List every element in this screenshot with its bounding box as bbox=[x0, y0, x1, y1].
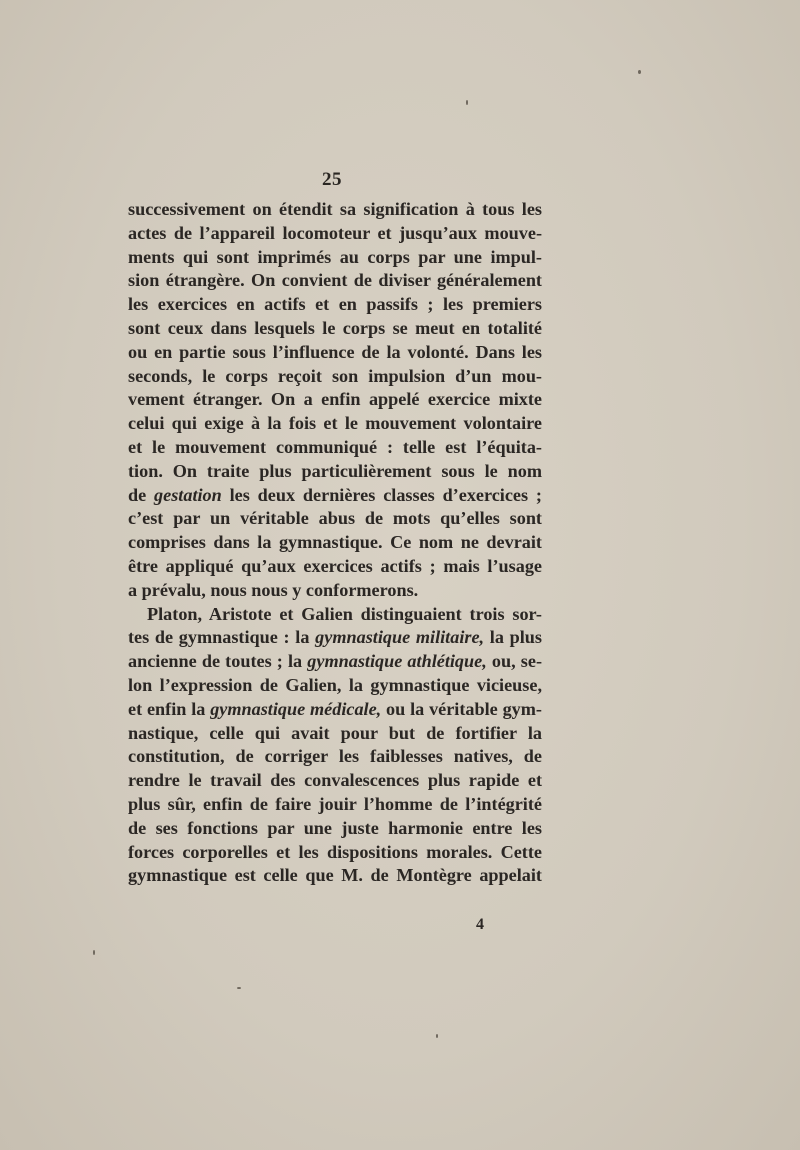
text-run: de ses fonctions par une juste harmonie entre les bbox=[128, 817, 542, 838]
text-run: ou, se- bbox=[486, 651, 542, 672]
text-line bbox=[128, 841, 542, 865]
text-line bbox=[128, 603, 542, 627]
text-line bbox=[128, 531, 542, 555]
body-text bbox=[128, 198, 542, 888]
text-run: être appliqué qu’aux exercices actifs ; mais l’usage bbox=[128, 555, 542, 576]
text-line bbox=[128, 674, 542, 698]
text-line bbox=[128, 579, 542, 603]
italic-term: gestation bbox=[154, 484, 222, 505]
text-run: les exercices en actifs et en passifs ; les premiers bbox=[128, 294, 542, 315]
paper-speck bbox=[93, 950, 95, 955]
text-run: ments qui sont imprimés au corps par une impul- bbox=[128, 246, 542, 267]
text-run: tes de gymnastique : la bbox=[128, 627, 316, 648]
signature-mark: 4 bbox=[476, 916, 484, 933]
text-line bbox=[128, 507, 542, 531]
text-line bbox=[128, 722, 542, 746]
text-line bbox=[128, 269, 542, 293]
text-line bbox=[128, 222, 542, 246]
text-run: plus sûr, enfin de faire jouir l’homme de l’intégrité bbox=[128, 793, 542, 814]
text-line bbox=[128, 817, 542, 841]
text-line bbox=[128, 198, 542, 222]
text-line bbox=[128, 388, 542, 412]
text-run: rendre le travail des convalescences plus rapide et bbox=[128, 770, 542, 791]
text-run: actes de l’appareil locomoteur et jusqu’aux mouve- bbox=[128, 222, 542, 243]
text-line bbox=[128, 484, 542, 508]
text-run: et enfin la bbox=[128, 698, 211, 719]
text-line bbox=[128, 769, 542, 793]
text-run: nastique, celle qui avait pour but de fortifier la bbox=[128, 722, 542, 743]
text-line bbox=[128, 412, 542, 436]
text-run: a prévalu, nous nous y conformerons. bbox=[128, 579, 419, 600]
text-run: constitution, de corriger les faiblesses natives, de bbox=[128, 746, 542, 767]
text-line bbox=[128, 365, 542, 389]
text-run: c’est par un véritable abus de mots qu’elles sont bbox=[128, 508, 542, 529]
text-run: celui qui exige à la fois et le mouvement volontaire bbox=[128, 413, 542, 434]
text-run: les deux dernières classes d’exercices ; bbox=[221, 484, 542, 505]
text-run: la plus bbox=[484, 627, 542, 648]
paper-speck bbox=[436, 1034, 438, 1038]
text-run: ou la véritable gym- bbox=[381, 698, 542, 719]
text-run: comprises dans la gymnastique. Ce nom ne devrait bbox=[128, 532, 542, 553]
text-run: ancienne de toutes ; la bbox=[128, 651, 308, 672]
text-line bbox=[128, 698, 542, 722]
text-run: sion étrangère. On convient de diviser généralement bbox=[128, 270, 542, 291]
text-line bbox=[128, 436, 542, 460]
text-run: vement étranger. On a enfin appelé exercice mixte bbox=[128, 389, 542, 410]
text-line bbox=[128, 317, 542, 341]
text-run: ou en partie sous l’influence de la volonté. Dans les bbox=[128, 341, 542, 362]
text-run: gymnastique est celle que M. de Montègre appelait bbox=[128, 865, 542, 886]
text-run: sont ceux dans lesquels le corps se meut en totalité bbox=[128, 317, 542, 338]
italic-term: gymnastique athlétique, bbox=[307, 651, 487, 672]
text-run: Platon, Aristote et Galien distinguaient trois sor- bbox=[147, 603, 542, 624]
page-number: 25 bbox=[322, 169, 342, 190]
text-line bbox=[128, 460, 542, 484]
text-run: de bbox=[128, 484, 155, 505]
text-line bbox=[128, 650, 542, 674]
text-run: tion. On traite plus particulièrement sous le nom bbox=[128, 460, 542, 481]
text-line bbox=[128, 246, 542, 270]
italic-term: gymnastique médicale, bbox=[210, 698, 382, 719]
text-line bbox=[128, 293, 542, 317]
paper-speck bbox=[638, 70, 641, 74]
text-line bbox=[128, 864, 542, 888]
paper-speck bbox=[466, 100, 468, 105]
text-run: seconds, le corps reçoit son impulsion d’un mou- bbox=[128, 365, 542, 386]
text-run: forces corporelles et les dispositions morales. Cette bbox=[128, 841, 542, 862]
text-line bbox=[128, 745, 542, 769]
text-run: successivement on étendit sa signification à tous les bbox=[128, 199, 542, 219]
text-line bbox=[128, 341, 542, 365]
paper-speck bbox=[237, 987, 241, 989]
text-run: lon l’expression de Galien, la gymnastique vicieuse, bbox=[128, 674, 542, 695]
italic-term: gymnastique militaire, bbox=[315, 627, 485, 648]
text-line bbox=[128, 793, 542, 817]
text-run: et le mouvement communiqué : telle est l’équita- bbox=[128, 436, 542, 457]
text-line bbox=[128, 626, 542, 650]
text-line bbox=[128, 555, 542, 579]
